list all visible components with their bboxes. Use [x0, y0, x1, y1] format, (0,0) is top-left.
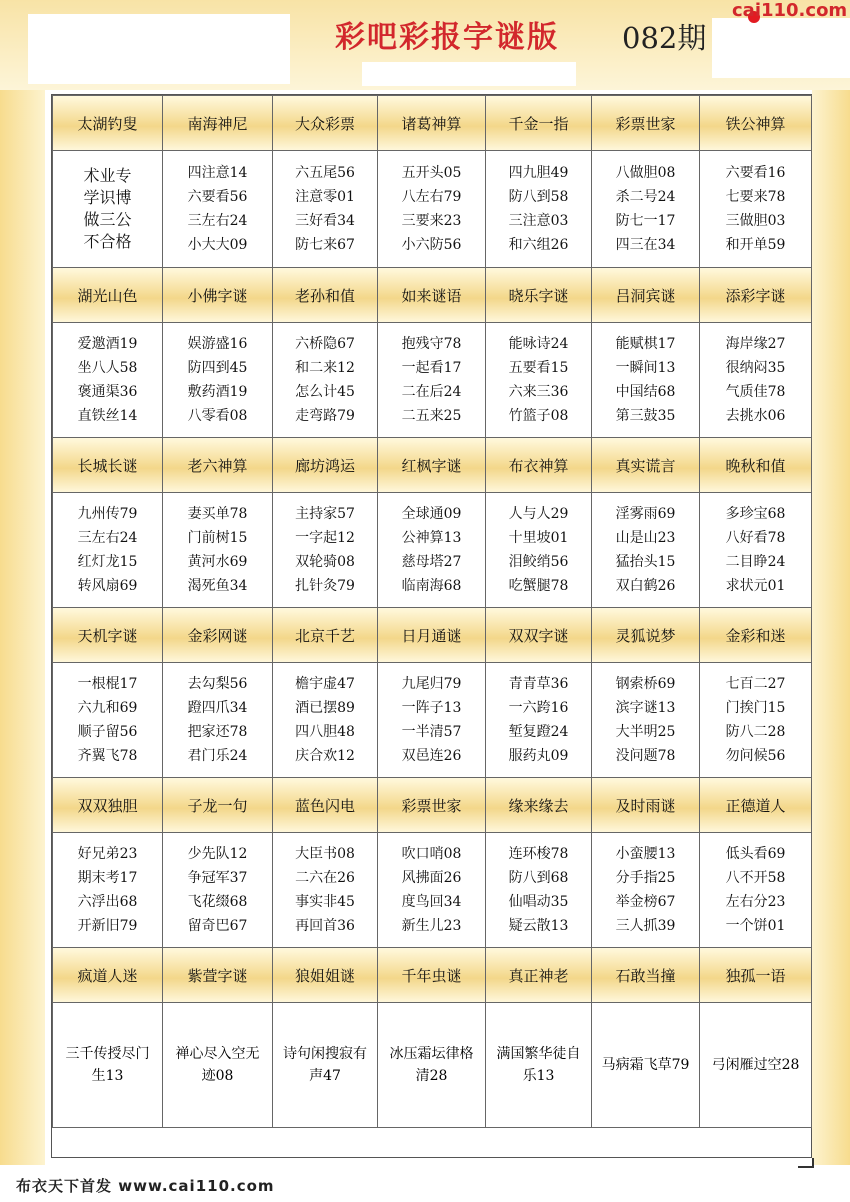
- column-header: 千年虫谜: [378, 948, 486, 1003]
- riddle-line: 娱游盛16: [187, 336, 248, 352]
- column-header: 铁公神算: [700, 96, 812, 151]
- column-header: 千金一指: [486, 96, 592, 151]
- riddle-line: 齐翼飞78: [77, 748, 138, 764]
- riddle-table: [52, 95, 812, 1128]
- riddle-line: 吃蟹腿78: [508, 578, 569, 594]
- column-header: 北京千艺: [273, 608, 378, 663]
- riddle-line: 三人抓39: [615, 918, 676, 934]
- riddle-line: 疑云散13: [508, 918, 569, 934]
- riddle-line: 六五尾56: [295, 165, 355, 181]
- riddle-cell: [273, 833, 378, 948]
- riddle-line: 公神算13: [401, 530, 462, 546]
- riddle-line: 慈母塔27: [401, 554, 462, 570]
- riddle-cell: [486, 323, 592, 438]
- riddle-line: 四三在34: [615, 237, 676, 253]
- column-header: 南海神尼: [163, 96, 273, 151]
- riddle-cell: [700, 833, 812, 948]
- riddle-line: 六要看56: [187, 189, 248, 205]
- content-row: [53, 493, 812, 608]
- riddle-line: 一起看17: [401, 360, 462, 376]
- riddle-cell: [592, 833, 700, 948]
- riddle-line: 七要来78: [725, 189, 786, 205]
- riddle-line: 一字起12: [295, 530, 355, 546]
- riddle-line: 六来三36: [508, 384, 569, 400]
- riddle-cell: [486, 1003, 592, 1128]
- column-header: 天机字谜: [53, 608, 163, 663]
- column-header: 狼姐姐谜: [273, 948, 378, 1003]
- riddle-line: 爱邀酒19: [77, 336, 138, 352]
- riddle-line: 清28: [415, 1068, 448, 1084]
- riddle-line: 一根棍17: [77, 676, 138, 692]
- footer-source: 布衣天下首发 www.cai110.com: [16, 1177, 275, 1195]
- riddle-line: 六浮出68: [77, 894, 138, 910]
- riddle-cell: [53, 323, 163, 438]
- riddle-cell: [378, 663, 486, 778]
- riddle-cell: [378, 323, 486, 438]
- column-header: 真实谎言: [592, 438, 700, 493]
- riddle-cell: [592, 323, 700, 438]
- riddle-line: 红灯龙15: [77, 554, 138, 570]
- riddle-cell: [273, 1003, 378, 1128]
- riddle-cell: [592, 1003, 700, 1128]
- riddle-line: 声47: [309, 1068, 341, 1084]
- column-header: 如来谜语: [378, 268, 486, 323]
- riddle-line: 临南海68: [401, 578, 462, 594]
- riddle-line: 坐八人58: [77, 360, 138, 376]
- riddle-line: 事实非45: [295, 894, 355, 910]
- page-title: 彩吧彩报字谜版: [335, 20, 559, 55]
- riddle-line: 度鸟回34: [401, 894, 462, 910]
- riddle-line: 滨字谜13: [615, 700, 676, 716]
- riddle-line: 八不开58: [725, 870, 786, 886]
- riddle-line: 诗句闲搜寂有: [283, 1046, 367, 1062]
- content-row: [53, 833, 812, 948]
- column-header: 诸葛神算: [378, 96, 486, 151]
- riddle-line: 二在后24: [401, 384, 462, 400]
- column-header: 正德道人: [700, 778, 812, 833]
- riddle-line: 酒已摆89: [295, 700, 355, 716]
- riddle-cell: [486, 493, 592, 608]
- riddle-line: 二五来25: [401, 408, 462, 424]
- riddle-cell: [163, 323, 273, 438]
- riddle-line: 庆合欢12: [295, 748, 355, 764]
- column-header: 大众彩票: [273, 96, 378, 151]
- riddle-line: 人与人29: [508, 506, 569, 522]
- column-header: 双双独胆: [53, 778, 163, 833]
- column-header: 老孙和值: [273, 268, 378, 323]
- riddle-line: 堑复蹬24: [508, 724, 569, 740]
- riddle-line: 和六组26: [508, 237, 569, 253]
- riddle-line: 八左右79: [401, 189, 462, 205]
- riddle-line: 低头看69: [725, 846, 786, 862]
- issue-number: 082期: [622, 21, 707, 55]
- column-header: 小佛字谜: [163, 268, 273, 323]
- riddle-line: 求状元01: [725, 578, 786, 594]
- riddle-line: 勿问候56: [725, 748, 786, 764]
- riddle-line: 八零看08: [187, 408, 248, 424]
- riddle-line: 青青草36: [508, 676, 569, 692]
- column-header: 及时雨谜: [592, 778, 700, 833]
- riddle-line: 禅心尽入空无: [175, 1046, 260, 1062]
- column-header: 缘来缘去: [486, 778, 592, 833]
- column-header: 老六神算: [163, 438, 273, 493]
- riddle-line: 吹口哨08: [401, 846, 462, 862]
- column-header: 吕洞宾谜: [592, 268, 700, 323]
- riddle-line: 一个饼01: [725, 918, 786, 934]
- riddle-cell: [273, 323, 378, 438]
- riddle-line: 六九和69: [77, 700, 138, 716]
- riddle-line: 直铁丝14: [77, 408, 138, 424]
- riddle-cell: [163, 493, 273, 608]
- riddle-line: 迹08: [201, 1068, 234, 1084]
- riddle-line: 怎么计45: [295, 384, 355, 400]
- riddle-cell: [592, 493, 700, 608]
- riddle-cell: [592, 151, 700, 268]
- riddle-line: 第三鼓35: [615, 408, 676, 424]
- riddle-line: 做三公: [83, 210, 132, 229]
- riddle-line: 三要来23: [401, 213, 462, 229]
- riddle-cell: [163, 151, 273, 268]
- riddle-line: 渴死鱼34: [187, 578, 248, 594]
- riddle-line: 主持家57: [295, 506, 355, 522]
- riddle-line: 和二来12: [295, 360, 355, 376]
- riddle-cell: [53, 493, 163, 608]
- blank-box-center: [362, 62, 576, 86]
- riddle-cell: [53, 1003, 163, 1128]
- riddle-line: 小蛮腰13: [615, 846, 676, 862]
- riddle-line: 敷药酒19: [187, 384, 248, 400]
- riddle-line: 八好看78: [725, 530, 786, 546]
- riddle-line: 山是山23: [615, 530, 676, 546]
- riddle-cell: [486, 663, 592, 778]
- riddle-line: 门前树15: [187, 530, 248, 546]
- riddle-line: 三左右24: [187, 213, 248, 229]
- riddle-cell: [273, 493, 378, 608]
- riddle-line: 能赋棋17: [615, 336, 676, 352]
- riddle-line: 防七一17: [615, 213, 676, 229]
- blank-box-right: [712, 18, 850, 78]
- riddle-line: 一瞬间13: [615, 360, 676, 376]
- left-gradient-band: [0, 0, 45, 1165]
- riddle-line: 乐13: [522, 1068, 555, 1084]
- riddle-cell: [700, 663, 812, 778]
- riddle-line: 竹篮子08: [508, 408, 569, 424]
- riddle-cell: [378, 493, 486, 608]
- riddle-line: 生13: [91, 1068, 124, 1084]
- content-row: [53, 663, 812, 778]
- riddle-line: 开新旧79: [77, 918, 138, 934]
- riddle-line: 五要看15: [508, 360, 569, 376]
- riddle-line: 仙唱动35: [508, 894, 569, 910]
- riddle-line: 七百二27: [725, 676, 786, 692]
- riddle-line: 防八到58: [508, 189, 569, 205]
- riddle-cell: [163, 663, 273, 778]
- riddle-line: 去勾梨56: [187, 676, 248, 692]
- riddle-cell: [700, 1003, 812, 1128]
- riddle-line: 三好看34: [295, 213, 355, 229]
- column-header: 长城长谜: [53, 438, 163, 493]
- riddle-line: 走弯路79: [295, 408, 355, 424]
- riddle-line: 大臣书08: [295, 846, 355, 862]
- column-header: 金彩网谜: [163, 608, 273, 663]
- riddle-line: 弓闲雁过空28: [711, 1057, 800, 1073]
- header-row: [53, 438, 812, 493]
- content-row: [53, 323, 812, 438]
- riddle-line: 防四到45: [187, 360, 248, 376]
- riddle-line: 不合格: [83, 232, 132, 251]
- column-header: 廊坊鸿运: [273, 438, 378, 493]
- riddle-line: 小六防56: [401, 237, 462, 253]
- riddle-line: 冰压霜坛律格: [389, 1046, 474, 1062]
- riddle-table-frame: [51, 94, 812, 1158]
- riddle-line: 左右分23: [725, 894, 786, 910]
- column-header: 紫萱字谜: [163, 948, 273, 1003]
- riddle-line: 马病霜飞草79: [601, 1057, 690, 1073]
- riddle-line: 好兄弟23: [77, 846, 138, 862]
- riddle-line: 防八到68: [508, 870, 569, 886]
- content-row: [53, 151, 812, 268]
- header-row: [53, 96, 812, 151]
- riddle-line: 举金榜67: [615, 894, 676, 910]
- riddle-line: 期末考17: [77, 870, 138, 886]
- riddle-line: 四注意14: [187, 165, 248, 181]
- riddle-line: 门挨门15: [725, 700, 786, 716]
- riddle-line: 转风扇69: [77, 578, 138, 594]
- riddle-line: 新生儿23: [401, 918, 462, 934]
- riddle-line: 双邑连26: [401, 748, 462, 764]
- riddle-line: 黄河水69: [187, 554, 248, 570]
- riddle-cell: [378, 833, 486, 948]
- riddle-cell: [700, 151, 812, 268]
- riddle-line: 四九胆49: [508, 165, 569, 181]
- header-row: [53, 778, 812, 833]
- riddle-line: 五开头05: [401, 165, 462, 181]
- riddle-line: 三做胆03: [725, 213, 786, 229]
- riddle-cell: [486, 833, 592, 948]
- site-logo: cai110.com: [732, 0, 848, 21]
- riddle-line: 三注意03: [508, 213, 569, 229]
- riddle-line: 再回首36: [295, 918, 355, 934]
- riddle-line: 连环梭78: [508, 846, 569, 862]
- riddle-line: 淫雾雨69: [615, 506, 676, 522]
- riddle-cell: [592, 663, 700, 778]
- riddle-line: 和开单59: [725, 237, 786, 253]
- riddle-line: 没问题78: [615, 748, 676, 764]
- riddle-line: 一阵子13: [401, 700, 462, 716]
- riddle-line: 双白鹤26: [615, 578, 676, 594]
- riddle-line: 学识博: [83, 188, 132, 207]
- column-header: 湖光山色: [53, 268, 163, 323]
- right-gradient-band: [812, 0, 850, 1165]
- riddle-line: 六要看16: [725, 165, 786, 181]
- riddle-line: 九州传79: [77, 506, 138, 522]
- riddle-cell: [163, 833, 273, 948]
- header-row: [53, 608, 812, 663]
- riddle-line: 六桥隐67: [295, 336, 355, 352]
- riddle-line: 钢索桥69: [615, 676, 676, 692]
- riddle-line: 猛抬头15: [615, 554, 676, 570]
- riddle-line: 飞花缀68: [187, 894, 248, 910]
- column-header: 红枫字谜: [378, 438, 486, 493]
- riddle-line: 很纳闷35: [725, 360, 786, 376]
- column-header: 日月通谜: [378, 608, 486, 663]
- column-header: 独孤一语: [700, 948, 812, 1003]
- column-header: 子龙一句: [163, 778, 273, 833]
- riddle-cell: [273, 663, 378, 778]
- riddle-line: 扎针灸79: [295, 578, 355, 594]
- riddle-line: 把家还78: [187, 724, 248, 740]
- riddle-line: 多珍宝68: [725, 506, 786, 522]
- riddle-cell: [378, 1003, 486, 1128]
- riddle-line: 风拂面26: [401, 870, 462, 886]
- riddle-cell: [486, 151, 592, 268]
- riddle-line: 留奇巴67: [187, 918, 248, 934]
- riddle-line: 二六在26: [295, 870, 355, 886]
- column-header: 灵狐说梦: [592, 608, 700, 663]
- column-header: 彩票世家: [378, 778, 486, 833]
- column-header: 石敢当撞: [592, 948, 700, 1003]
- column-header: 布衣神算: [486, 438, 592, 493]
- riddle-line: 九尾归79: [401, 676, 462, 692]
- riddle-line: 君门乐24: [187, 748, 248, 764]
- content-row: [53, 1003, 812, 1128]
- riddle-line: 双轮骑08: [295, 554, 355, 570]
- column-header: 金彩和迷: [700, 608, 812, 663]
- riddle-line: 防七来67: [295, 237, 355, 253]
- riddle-line: 防八二28: [725, 724, 786, 740]
- riddle-cell: [273, 151, 378, 268]
- riddle-cell: [53, 151, 163, 268]
- riddle-line: 大半明25: [615, 724, 676, 740]
- riddle-line: 中国结68: [615, 384, 676, 400]
- riddle-line: 蹬四爪34: [187, 700, 248, 716]
- header-row: [53, 268, 812, 323]
- riddle-line: 小大大09: [187, 237, 248, 253]
- column-header: 晚秋和值: [700, 438, 812, 493]
- riddle-line: 八做胆08: [615, 165, 676, 181]
- column-header: 太湖钓叟: [53, 96, 163, 151]
- column-header: 疯道人迷: [53, 948, 163, 1003]
- riddle-line: 术业专: [83, 166, 132, 185]
- riddle-line: 四八胆48: [295, 724, 355, 740]
- riddle-line: 全球通09: [401, 506, 462, 522]
- column-header: 彩票世家: [592, 96, 700, 151]
- riddle-line: 杀二号24: [615, 189, 676, 205]
- riddle-cell: [700, 323, 812, 438]
- column-header: 真正神老: [486, 948, 592, 1003]
- riddle-line: 一半清57: [401, 724, 462, 740]
- riddle-cell: [163, 1003, 273, 1128]
- riddle-line: 能咏诗24: [508, 336, 569, 352]
- riddle-line: 一六跨16: [508, 700, 569, 716]
- riddle-line: 气质佳78: [725, 384, 786, 400]
- riddle-line: 海岸缘27: [725, 336, 786, 352]
- riddle-line: 二目睁24: [725, 554, 786, 570]
- riddle-line: 顺子留56: [77, 724, 138, 740]
- riddle-line: 服药丸09: [508, 748, 569, 764]
- riddle-line: 少先队12: [187, 846, 248, 862]
- corner-mark: [798, 1158, 814, 1168]
- riddle-line: 满国繁华徒自: [496, 1046, 581, 1062]
- column-header: 晓乐字谜: [486, 268, 592, 323]
- riddle-line: 争冠军37: [187, 870, 248, 886]
- column-header: 蓝色闪电: [273, 778, 378, 833]
- riddle-cell: [378, 151, 486, 268]
- riddle-cell: [53, 833, 163, 948]
- riddle-line: 妻买单78: [187, 506, 248, 522]
- riddle-line: 檐宇虚47: [295, 676, 355, 692]
- riddle-line: 注意零01: [295, 189, 355, 205]
- riddle-line: 分手指25: [615, 870, 676, 886]
- column-header: 添彩字谜: [700, 268, 812, 323]
- header-row: [53, 948, 812, 1003]
- riddle-line: 十里坡01: [508, 530, 569, 546]
- blank-box-left: [28, 14, 290, 84]
- column-header: 双双字谜: [486, 608, 592, 663]
- riddle-cell: [700, 493, 812, 608]
- riddle-line: 泪鲛绡56: [508, 554, 569, 570]
- riddle-line: 抱残守78: [401, 336, 462, 352]
- riddle-line: 三左右24: [77, 530, 138, 546]
- riddle-line: 褒通渠36: [77, 384, 138, 400]
- riddle-line: 三千传授尽门: [65, 1046, 150, 1062]
- riddle-cell: [53, 663, 163, 778]
- riddle-line: 去挑水06: [725, 408, 786, 424]
